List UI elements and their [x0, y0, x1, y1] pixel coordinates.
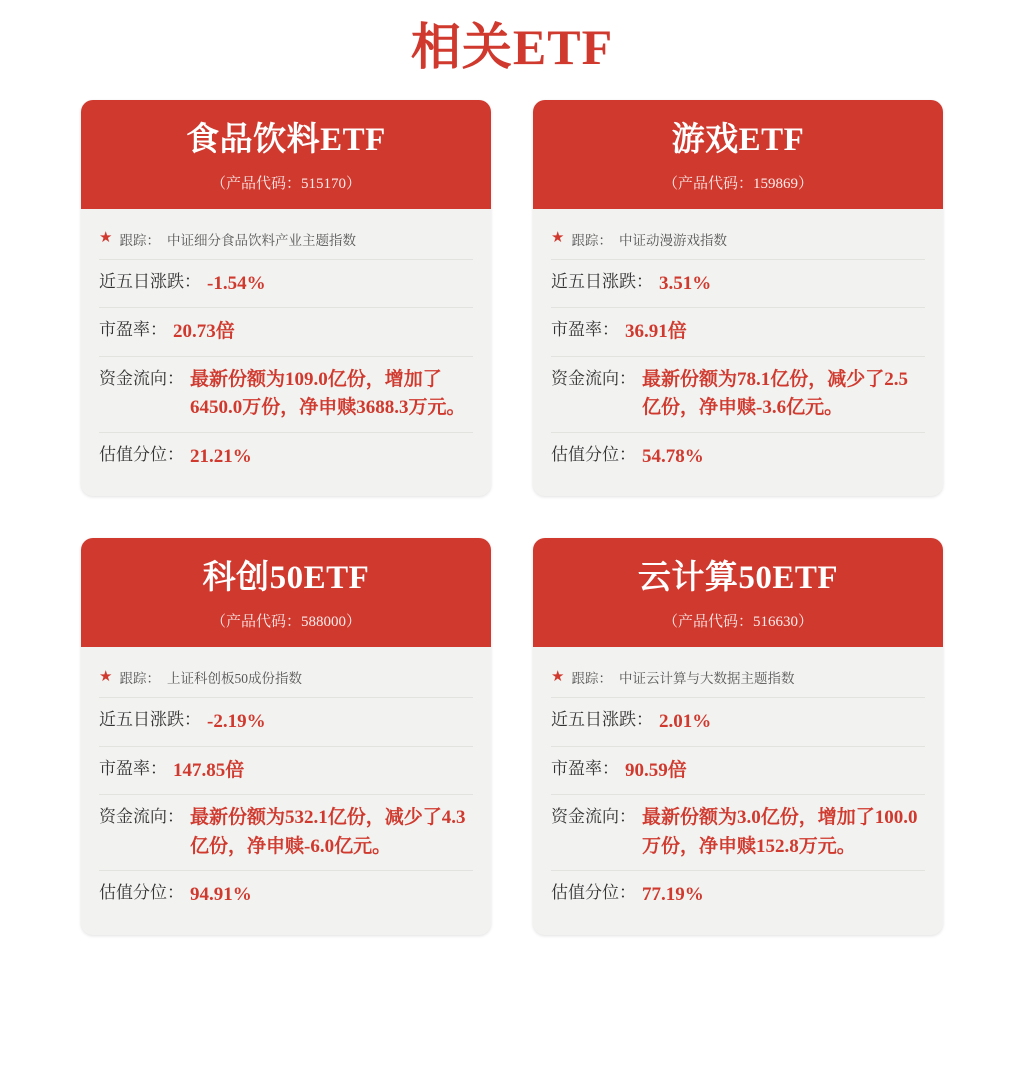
etf-product-code: （产品代码：515170） — [210, 175, 361, 192]
pe-ratio-label: 市盈率： — [551, 320, 619, 340]
five-day-change-row — [99, 697, 473, 745]
valuation-percentile-row — [551, 870, 925, 918]
pe-ratio-value: 20.73倍 — [173, 321, 235, 343]
fund-flow-value: 最新份额为78.1亿份，减少了2.5亿份，净申赎-3.6亿元。 — [642, 368, 909, 419]
etf-card-grid — [0, 100, 1024, 935]
etf-card-body — [533, 647, 943, 934]
fund-flow-row — [551, 356, 925, 432]
etf-product-code: （产品代码：516630） — [662, 614, 813, 631]
star-icon: ★ — [551, 668, 565, 685]
track-index-name: 中证云计算与大数据主题指数 — [618, 671, 795, 687]
etf-card[interactable] — [81, 100, 491, 496]
star-icon: ★ — [99, 668, 113, 685]
five-day-change-label: 近五日涨跌： — [99, 271, 201, 291]
fund-flow-value: 最新份额为532.1亿份，减少了4.3亿份，净申赎-6.0亿元。 — [190, 807, 466, 857]
pe-ratio-value: 147.85倍 — [173, 759, 245, 781]
pe-ratio-label: 市盈率： — [99, 320, 167, 340]
valuation-percentile-label: 估值分位： — [99, 444, 184, 464]
etf-name: 食品饮料ETF — [186, 122, 386, 158]
etf-card-header — [81, 538, 491, 647]
fund-flow-row — [99, 794, 473, 870]
valuation-percentile-value: 54.78% — [642, 445, 704, 467]
five-day-change-label: 近五日涨跌： — [99, 710, 201, 730]
etf-card-header — [533, 100, 943, 209]
star-icon: ★ — [551, 230, 565, 247]
etf-track-row — [99, 223, 473, 259]
pe-ratio-row — [99, 307, 473, 355]
pe-ratio-value: 36.91倍 — [625, 321, 687, 343]
fund-flow-label: 资金流向： — [99, 807, 184, 827]
track-label: 跟踪： — [119, 232, 160, 248]
etf-card-body — [81, 647, 491, 934]
pe-ratio-label: 市盈率： — [99, 758, 167, 778]
fund-flow-label: 资金流向： — [551, 807, 636, 827]
five-day-change-row — [551, 697, 925, 745]
valuation-percentile-row — [99, 432, 473, 480]
five-day-change-value: 2.01% — [659, 711, 712, 733]
star-icon: ★ — [99, 230, 113, 247]
fund-flow-row — [99, 356, 473, 432]
pe-ratio-label: 市盈率： — [551, 758, 619, 778]
etf-card-body — [81, 209, 491, 496]
fund-flow-label: 资金流向： — [551, 368, 636, 388]
five-day-change-row — [99, 259, 473, 307]
five-day-change-label: 近五日涨跌： — [551, 710, 653, 730]
pe-ratio-row — [551, 307, 925, 355]
etf-card-header — [533, 538, 943, 647]
etf-name: 科创50ETF — [202, 560, 370, 597]
fund-flow-value: 最新份额为109.0亿份，增加了6450.0万份，净申赎3688.3万元。 — [190, 368, 466, 419]
etf-card-body — [533, 209, 943, 496]
valuation-percentile-label: 估值分位： — [551, 444, 636, 464]
five-day-change-label: 近五日涨跌： — [551, 271, 653, 291]
valuation-percentile-label: 估值分位： — [551, 883, 636, 903]
valuation-percentile-label: 估值分位： — [99, 883, 184, 903]
etf-card-header — [81, 100, 491, 209]
valuation-percentile-value: 21.21% — [190, 445, 252, 467]
etf-name: 云计算50ETF — [637, 560, 839, 597]
five-day-change-value: -2.19% — [207, 711, 266, 733]
valuation-percentile-value: 94.91% — [190, 884, 252, 906]
etf-track-row — [551, 661, 925, 697]
pe-ratio-row — [99, 746, 473, 794]
fund-flow-row — [551, 794, 925, 870]
track-index-name: 中证动漫游戏指数 — [618, 232, 727, 248]
pe-ratio-value: 90.59倍 — [625, 759, 687, 781]
track-index-name: 上证科创板50成份指数 — [166, 671, 302, 687]
valuation-percentile-value: 77.19% — [642, 884, 704, 906]
track-label: 跟踪： — [571, 671, 612, 687]
etf-card[interactable] — [533, 100, 943, 496]
etf-name: 游戏ETF — [671, 122, 805, 158]
five-day-change-value: -1.54% — [207, 272, 266, 294]
pe-ratio-row — [551, 746, 925, 794]
valuation-percentile-row — [99, 870, 473, 918]
etf-card[interactable] — [81, 538, 491, 934]
track-index-name: 中证细分食品饮料产业主题指数 — [166, 232, 356, 248]
fund-flow-value: 最新份额为3.0亿份，增加了100.0万份，净申赎152.8万元。 — [642, 807, 918, 857]
etf-card[interactable] — [533, 538, 943, 934]
track-label: 跟踪： — [119, 671, 160, 687]
etf-track-row — [99, 661, 473, 697]
etf-track-row — [551, 223, 925, 259]
five-day-change-value: 3.51% — [659, 272, 712, 294]
track-label: 跟踪： — [571, 232, 612, 248]
five-day-change-row — [551, 259, 925, 307]
etf-product-code: （产品代码：159869） — [662, 175, 813, 192]
etf-product-code: （产品代码：588000） — [210, 614, 361, 631]
page-title: 相关ETF — [410, 19, 614, 75]
valuation-percentile-row — [551, 432, 925, 480]
fund-flow-label: 资金流向： — [99, 368, 184, 388]
